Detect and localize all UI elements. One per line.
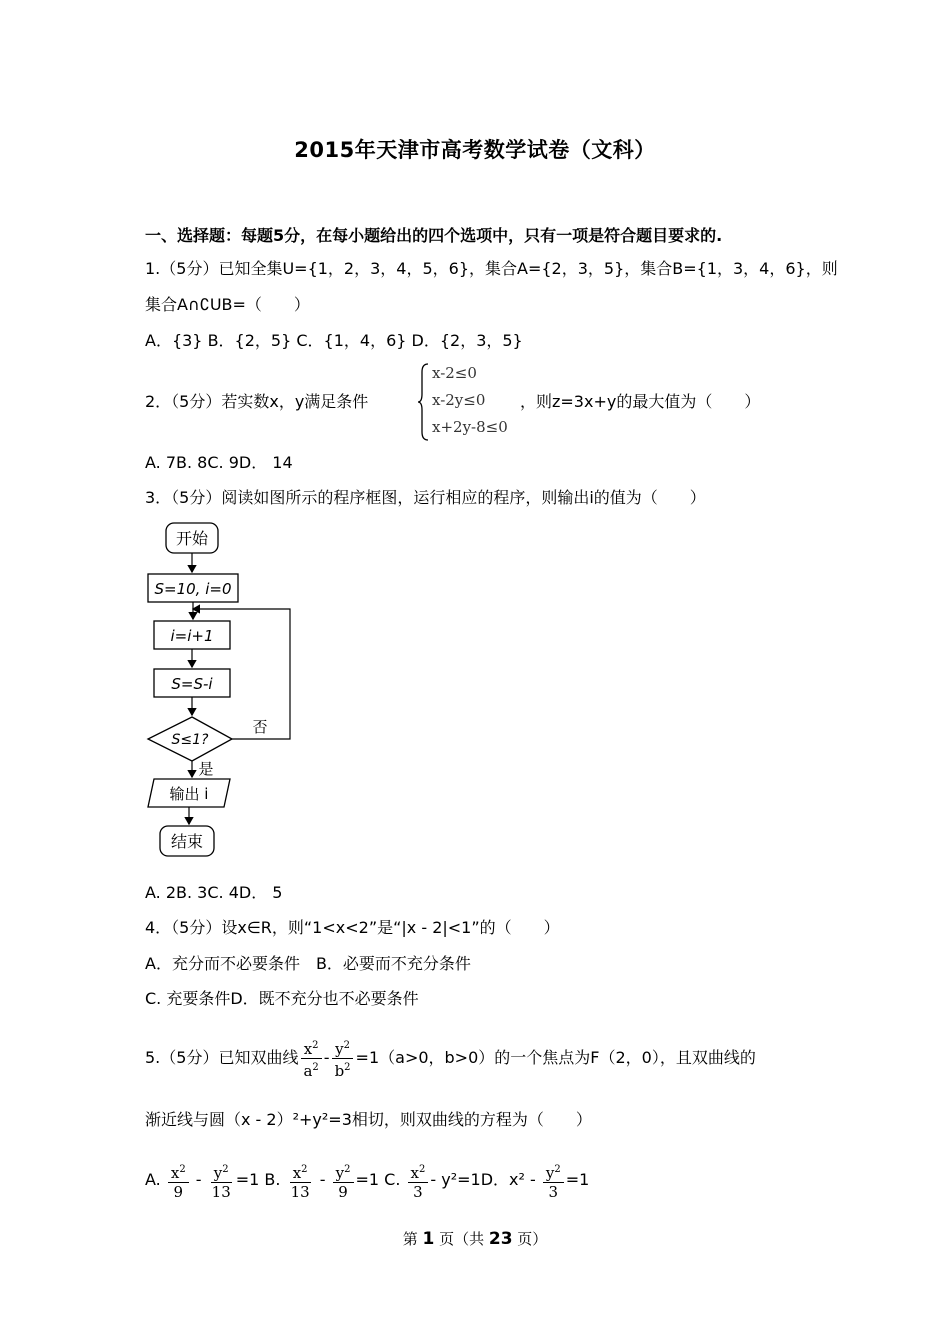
q1-stem: 1.（5分）已知全集U={1，2，3，4，5，6}，集合A={2，3，5}，集合B={1，3，4，6}，则 — [145, 259, 838, 278]
flow-yes-label: 是 — [198, 760, 214, 778]
flow-condition-label: S≤1? — [171, 732, 209, 748]
q5-stem — [145, 1036, 756, 1080]
q1-options: A．{3} B．{2，5} C．{1，4，6} D．{2，3，5} — [145, 331, 523, 350]
minus-sign: - — [323, 1048, 330, 1067]
optB-frac-2: $\frac{y^2}{9}$ — [333, 1161, 354, 1201]
page-title: 2015年天津市高考数学试卷（文科） — [294, 138, 656, 162]
optD-frac: $\frac{y^2}{3}$ — [543, 1161, 564, 1201]
brace-icon — [418, 362, 430, 442]
q5-stem-pre: 5.（5分）已知双曲线 — [145, 1048, 299, 1067]
flow-init-label: S=10, i=0 — [154, 580, 232, 598]
q5-stem-post: =1（a>0，b>0）的一个焦点为F（2，0），且双曲线的 — [355, 1048, 756, 1067]
q4-stem: 4．（5分）设x∈R，则“1<x<2”是“|x - 2|<1”的（ ） — [145, 918, 560, 937]
fraction-y2-b2: $\frac{y^2}{b^2}$ — [332, 1037, 354, 1080]
q3-stem: 3．（5分）阅读如图所示的程序框图，运行相应的程序，则输出i的值为（ ） — [145, 488, 706, 507]
flow-output-label: 输出 i — [169, 785, 209, 803]
q4-options-cd: C. 充要条件D．既不充分也不必要条件 — [145, 989, 419, 1008]
flowchart — [140, 518, 310, 863]
flow-end-label: 结束 — [170, 832, 204, 851]
flow-increment-label: i=i+1 — [170, 627, 214, 645]
flow-no-label: 否 — [252, 718, 268, 736]
constraint-2: x-2y≤0 — [432, 391, 486, 409]
q2-options: A. 7B. 8C. 9D． 14 — [145, 453, 293, 472]
optA-frac-1: $\frac{x^2}{9}$ — [168, 1161, 189, 1201]
constraint-3: x+2y-8≤0 — [432, 418, 508, 436]
q5-stem-cont: 渐近线与圆（x - 2）²+y²=3相切，则双曲线的方程为（ ） — [145, 1110, 592, 1129]
constraint-1: x-2≤0 — [432, 364, 477, 382]
q4-options-ab: A．充分而不必要条件 B．必要而不充分条件 — [145, 954, 471, 973]
flow-start-label: 开始 — [175, 529, 209, 548]
q2-stem-tail: ，则z=3x+y的最大值为（ ） — [520, 392, 761, 411]
q2-stem: 2．（5分）若实数x，y满足条件 — [145, 392, 369, 411]
optB-frac-1: $\frac{x^2}{13}$ — [288, 1161, 313, 1201]
fraction-x2-a2: $\frac{x^2}{a^2}$ — [300, 1037, 321, 1080]
q5-options: A. $\frac{x^2}{9}$ - $\frac{y^2}{13}$ =1 B. $\frac{x^2}{13}$ - $\frac{y^2}{9}$ =1 C. $\frac{x^2}{3}$ - y²=1D．x² - $\frac{y^2}{3}$ =1 — [145, 1158, 589, 1202]
q1-stem-cont: 集合A∩∁UB=（ ） — [145, 295, 310, 314]
optA-frac-2: $\frac{y^2}{13}$ — [209, 1161, 234, 1201]
optC-frac: $\frac{x^2}{3}$ — [408, 1161, 429, 1201]
section-heading: 一、选择题：每题5分，在每小题给出的四个选项中，只有一项是符合题目要求的. — [145, 226, 723, 245]
page-total: 23 — [488, 1229, 513, 1249]
page-footer: 第 1 页（共 23 页） — [402, 1229, 548, 1249]
flow-subtract-label: S=S-i — [171, 675, 213, 693]
q3-options: A. 2B. 3C. 4D． 5 — [145, 883, 283, 902]
page-number: 1 — [422, 1229, 435, 1249]
